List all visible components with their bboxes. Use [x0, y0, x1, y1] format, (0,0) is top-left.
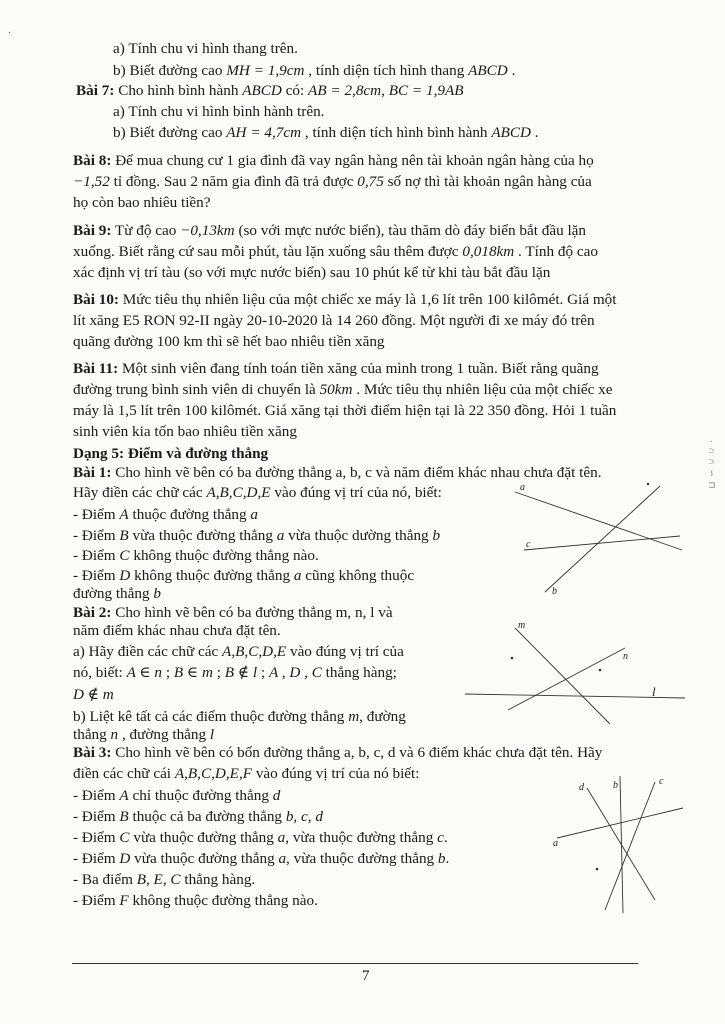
line-7: −1,52 tỉ đồng. Sau 2 năm gia đình đã trả được 0,75 số nợ thì tài khoản ngân hàng của — [73, 173, 592, 190]
fig2-point-2 — [599, 669, 602, 672]
fig2-point-1 — [511, 657, 514, 660]
fig1-point — [647, 483, 649, 485]
d5-exercise-3-label: Bài 3: — [73, 744, 112, 761]
exercise-11-label: Bài 11: — [73, 360, 119, 377]
d5-exercise-1-label: Bài 1: — [73, 464, 112, 481]
line-39: - Điểm D vừa thuộc đường thẳng a, vừa thuộc đường thẳng b. — [73, 850, 450, 867]
speck-mark: · — [8, 28, 12, 39]
figure-3 — [545, 768, 690, 918]
line-32: b) Liệt kê tất cả các điểm thuộc đường thẳng m, đường — [73, 708, 406, 725]
fig3-line-c — [605, 782, 655, 910]
line-18: sinh viên kia tốn bao nhiêu tiền xăng — [73, 423, 297, 440]
fig2-line-n — [508, 648, 625, 710]
section-heading: Dạng 5: Điểm và đường thẳng — [73, 445, 269, 462]
line-33: thẳng n , đường thẳng l — [73, 726, 215, 743]
fig1-label-a: a — [520, 482, 525, 493]
line-1: a) Tính chu vi hình thang trên. — [113, 40, 298, 57]
exercise-8-label: Bài 8: — [73, 152, 112, 169]
line-28: năm điểm khác nhau chưa đặt tên. — [73, 622, 281, 639]
line-24: - Điểm C không thuộc đường thẳng nào. — [73, 547, 319, 564]
exercise-7-label: Bài 7: — [76, 82, 115, 99]
fig1-line-a — [515, 492, 682, 550]
line-6: Bài 8: Để mua chung cư 1 gia đình đã vay ngân hàng nên tài khoản ngân hàng của họ — [73, 152, 594, 169]
fig2-label-n: n — [623, 651, 628, 662]
line-12: Bài 10: Mức tiêu thụ nhiên liệu của một chiếc xe máy là 1,6 lít trên 100 kilômét. Giá một — [73, 291, 617, 308]
line-21: Hãy điền các chữ các A,B,C,D,E vào đúng vị trí của nó, biết: — [73, 484, 442, 501]
fig3-label-b: b — [613, 780, 618, 791]
line-22: - Điểm A thuộc đường thẳng a — [73, 506, 258, 523]
fig3-label-d: d — [579, 782, 584, 793]
margin-note: · ∩ ∩ ∽ ⊓ — [707, 440, 717, 490]
line-20: Bài 1: Cho hình vẽ bên có ba đường thẳng a, b, c và năm điểm khác nhau chưa đặt tên. — [73, 464, 602, 481]
fig1-label-c: c — [526, 539, 531, 550]
line-37: - Điểm B thuộc cả ba đường thẳng b, c, d — [73, 808, 323, 825]
line-29: a) Hãy điền các chữ các A,B,C,D,E vào đúng vị trí của — [73, 643, 404, 660]
fig3-line-b — [620, 776, 623, 913]
line-13: lít xăng E5 RON 92-II ngày 20-10-2020 là 14 260 đồng. Một người đi xe máy đó trên — [73, 312, 595, 329]
fig2-line-m — [515, 628, 610, 724]
line-30: nó, biết: A ∈ n ; B ∈ m ; B ∉ l ; A , D , C thẳng hàng; — [73, 664, 397, 681]
exercise-9-label: Bài 9: — [73, 222, 112, 239]
fig3-label-c: c — [659, 776, 664, 787]
line-2: b) Biết đường cao MH = 1,9cm , tính diện tích hình thang ABCD . — [113, 62, 516, 79]
line-23: - Điểm B vừa thuộc đường thẳng a vừa thuộc dường thẳng b — [73, 527, 441, 544]
fig3-line-a — [557, 808, 683, 838]
line-4: a) Tính chu vi hình bình hành trên. — [113, 103, 325, 120]
d5-exercise-2-label: Bài 2: — [73, 604, 112, 621]
line-40: - Ba điểm B, E, C thẳng hàng. — [73, 871, 256, 888]
line-25: - Điểm D không thuộc đường thẳng a cũng không thuộc — [73, 567, 415, 584]
fig2-label-m: m — [518, 620, 526, 631]
line-11: xác định vị trí tàu (so với mực nước biển) sau 10 phút kể từ khi tàu bắt đầu lặn — [73, 264, 551, 281]
figure-2 — [460, 612, 690, 732]
fig3-point-1 — [596, 868, 599, 871]
line-10: xuống. Biết rằng cứ sau mỗi phút, tàu lặn xuống sâu thêm được 0,018km . Tính độ cao — [73, 243, 598, 260]
line-17: máy là 1,5 lít trên 100 kilômét. Giá xăng tại thời điểm hiện tại là 22 350 đồng. Hỏi 1 tuần — [73, 402, 617, 419]
line-16: đường trung bình sinh viên di chuyển là 50km . Mức tiêu thụ nhiên liệu của một chiếc xe — [73, 381, 613, 398]
fig3-label-a: a — [553, 838, 558, 849]
line-8: họ còn bao nhiêu tiền? — [73, 194, 211, 211]
line-27: Bài 2: Cho hình vẽ bên có ba đường thẳng m, n, l và — [73, 604, 393, 621]
line-9: Bài 9: Từ độ cao −0,13km (so với mực nước biển), tàu thăm dò đáy biển bắt đầu lặn — [73, 222, 587, 239]
line-38: - Điểm C vừa thuộc đường thẳng a, vừa thuộc đường thẳng c. — [73, 829, 448, 846]
fig2-label-l: l — [652, 684, 656, 699]
line-14: quãng đường 100 km thì sẽ hết bao nhiêu tiền xăng — [73, 333, 385, 350]
line-3: Bài 7: Cho hình bình hành ABCD có: AB = 2,8cm, BC = 1,9AB — [76, 82, 464, 99]
figure-1 — [510, 470, 685, 600]
line-31: D ∉ m — [73, 686, 114, 703]
fig1-line-c — [524, 536, 680, 550]
line-26: đường thẳng b — [73, 585, 161, 602]
line-36: - Điểm A chỉ thuộc đường thẳng d — [73, 787, 281, 804]
line-41: - Điểm F không thuộc đường thẳng nào. — [73, 892, 318, 909]
fig1-label-b: b — [552, 586, 557, 597]
page-number: 7 — [362, 968, 370, 984]
footer-rule — [72, 963, 638, 964]
line-15: Bài 11: Một sinh viên đang tính toán tiền xăng của mình trong 1 tuần. Biết rằng quãng — [73, 360, 599, 377]
line-35: điền các chữ cái A,B,C,D,E,F vào đúng vị trí của nó biết: — [73, 765, 420, 782]
line-34: Bài 3: Cho hình vẽ bên có bốn đường thẳng a, b, c, d và 6 điểm khác chưa đặt tên. Hãy — [73, 744, 603, 761]
line-5: b) Biết đường cao AH = 4,7cm , tính diện tích hình bình hành ABCD . — [113, 124, 539, 141]
exercise-10-label: Bài 10: — [73, 291, 119, 308]
